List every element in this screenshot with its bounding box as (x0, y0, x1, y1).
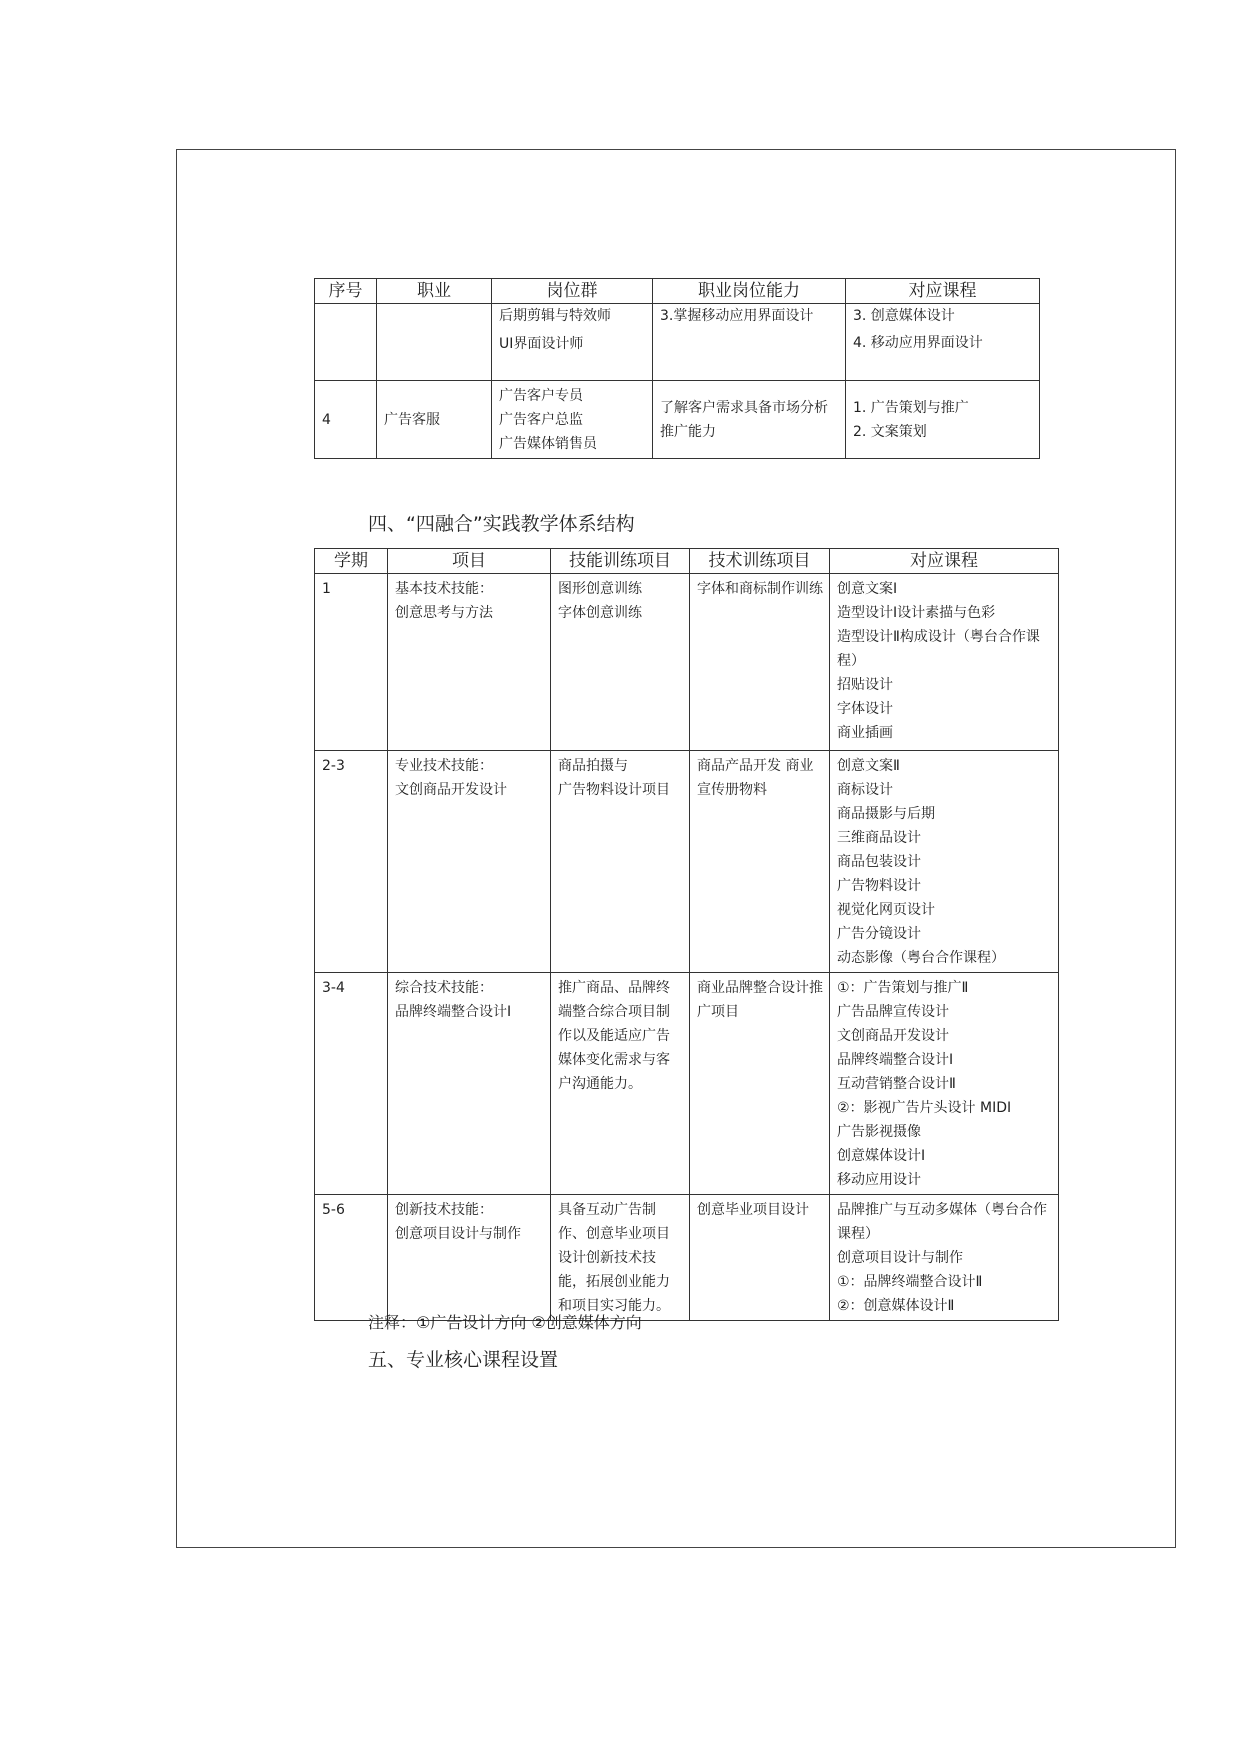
project-line: 创意项目设计与制作 (395, 1226, 521, 1242)
project-line: 创意思考与方法 (395, 605, 493, 621)
position-item: 后期剪辑与特效师 (499, 308, 611, 324)
header-skill: 技能训练项目 (551, 549, 690, 574)
course-item: 创意文案Ⅰ (837, 581, 898, 597)
header-courses: 对应课程 (846, 279, 1040, 304)
course-item: 2. 文案策划 (853, 424, 927, 440)
skill-line: 广告物料设计项目 (558, 782, 670, 798)
section-4-title: 四、“四融合”实践教学体系结构 (368, 513, 635, 535)
table-row (315, 751, 1059, 973)
cell-project (388, 574, 551, 751)
header-project: 项目 (388, 549, 551, 574)
header-job: 职业 (377, 279, 492, 304)
course-item: 创意媒体设计Ⅰ (837, 1148, 926, 1164)
cell-term: 3-4 (315, 973, 388, 1195)
cell-job (377, 304, 492, 381)
course-item: 造型设计Ⅰ设计素描与色彩 (837, 605, 996, 621)
tech-text: 商业品牌整合设计推广项目 (697, 980, 823, 1020)
header-tech: 技术训练项目 (690, 549, 830, 574)
cell-courses (830, 1195, 1059, 1321)
ability-text: 了解客户需求具备市场分析推广能力 (660, 400, 828, 440)
practice-table (314, 548, 1059, 1321)
cell-courses (830, 751, 1059, 973)
course-item: 3. 创意媒体设计 (853, 308, 955, 324)
table-row (315, 381, 1040, 459)
cell-skill (551, 1195, 690, 1321)
table-note: 注释：①广告设计方向 ②创意媒体方向 (368, 1313, 642, 1332)
cell-positions (492, 304, 653, 381)
tech-text: 字体和商标制作训练 (697, 581, 823, 597)
project-line: 品牌终端整合设计Ⅰ (395, 1004, 512, 1020)
tech-text: 创意毕业项目设计 (697, 1202, 809, 1218)
cell-project (388, 1195, 551, 1321)
cell-job: 广告客服 (377, 381, 492, 459)
cell-term: 2-3 (315, 751, 388, 973)
career-table (314, 278, 1040, 459)
course-item: 商品摄影与后期 (837, 806, 935, 822)
cell-term: 1 (315, 574, 388, 751)
course-item: 文创商品开发设计 (837, 1028, 949, 1044)
course-item: 造型设计Ⅱ构成设计（粤台合作课程） (837, 629, 1040, 669)
course-item: 互动营销整合设计Ⅱ (837, 1076, 956, 1092)
course-item: 商品包装设计 (837, 854, 921, 870)
table-row (315, 574, 1059, 751)
course-item: 创意文案Ⅱ (837, 758, 900, 774)
project-line: 创新技术技能： (395, 1202, 493, 1218)
skill-line: 图形创意训练 (558, 581, 642, 597)
cell-project (388, 751, 551, 973)
course-item: ①：品牌终端整合设计Ⅱ (837, 1274, 983, 1290)
course-item: 商业插画 (837, 725, 893, 741)
course-item: 广告影视摄像 (837, 1124, 921, 1140)
header-term: 学期 (315, 549, 388, 574)
project-line: 基本技术技能： (395, 581, 493, 597)
cell-ability (653, 304, 846, 381)
cell-no: 4 (315, 381, 377, 459)
course-item: 移动应用设计 (837, 1172, 921, 1188)
position-item: 广告客户专员 (499, 388, 583, 404)
section-5-title: 五、专业核心课程设置 (368, 1349, 559, 1371)
header-positions: 岗位群 (492, 279, 653, 304)
cell-tech (690, 1195, 830, 1321)
course-item: 字体设计 (837, 701, 893, 717)
cell-skill (551, 751, 690, 973)
course-item: 4. 移动应用界面设计 (853, 335, 983, 351)
cell-courses (846, 304, 1040, 381)
course-item: 品牌推广与互动多媒体（粤台合作课程） (837, 1202, 1047, 1242)
cell-skill (551, 973, 690, 1195)
position-item: 广告媒体销售员 (499, 436, 597, 452)
cell-courses (830, 973, 1059, 1195)
practice-table-header (315, 549, 1059, 574)
header-ability: 职业岗位能力 (653, 279, 846, 304)
course-item: ②：创意媒体设计Ⅱ (837, 1298, 955, 1314)
course-item: 广告物料设计 (837, 878, 921, 894)
course-item: 广告分镜设计 (837, 926, 921, 942)
cell-no (315, 304, 377, 381)
cell-courses (846, 381, 1040, 459)
project-line: 专业技术技能： (395, 758, 493, 774)
course-item: 视觉化网页设计 (837, 902, 935, 918)
course-item: 品牌终端整合设计Ⅰ (837, 1052, 954, 1068)
skill-line: 字体创意训练 (558, 605, 642, 621)
skill-text: 具备互动广告制作、创意毕业项目设计创新技术技能，拓展创业能力和项目实习能力。 (558, 1202, 670, 1314)
cell-term: 5-6 (315, 1195, 388, 1321)
course-item: 动态影像（粤台合作课程） (837, 950, 1005, 966)
tech-text: 商品产品开发 商业宣传册物料 (697, 758, 814, 798)
project-line: 文创商品开发设计 (395, 782, 507, 798)
skill-text: 推广商品、品牌终端整合综合项目制作以及能适应广告媒体变化需求与客户沟通能力。 (558, 980, 670, 1092)
course-item: ②：影视广告片头设计 MIDI (837, 1100, 1012, 1116)
header-courses: 对应课程 (830, 549, 1059, 574)
cell-tech (690, 751, 830, 973)
cell-courses (830, 574, 1059, 751)
cell-positions (492, 381, 653, 459)
course-item: 招贴设计 (837, 677, 893, 693)
cell-tech (690, 574, 830, 751)
table-row (315, 973, 1059, 1195)
career-table-header (315, 279, 1040, 304)
course-item: ①：广告策划与推广Ⅱ (837, 980, 969, 996)
course-item: 创意项目设计与制作 (837, 1250, 963, 1266)
skill-line: 商品拍摄与 (558, 758, 628, 774)
cell-project (388, 973, 551, 1195)
position-item: 广告客户总监 (499, 412, 583, 428)
cell-ability (653, 381, 846, 459)
ability-text: 3.掌握移动应用界面设计 (660, 308, 814, 324)
course-item: 1. 广告策划与推广 (853, 400, 969, 416)
course-item: 三维商品设计 (837, 830, 921, 846)
course-item: 广告品牌宣传设计 (837, 1004, 949, 1020)
project-line: 综合技术技能： (395, 980, 493, 996)
table-row (315, 1195, 1059, 1321)
course-item: 商标设计 (837, 782, 893, 798)
header-no: 序号 (315, 279, 377, 304)
cell-skill (551, 574, 690, 751)
position-item: UI界面设计师 (499, 336, 584, 352)
table-row (315, 304, 1040, 381)
cell-tech (690, 973, 830, 1195)
